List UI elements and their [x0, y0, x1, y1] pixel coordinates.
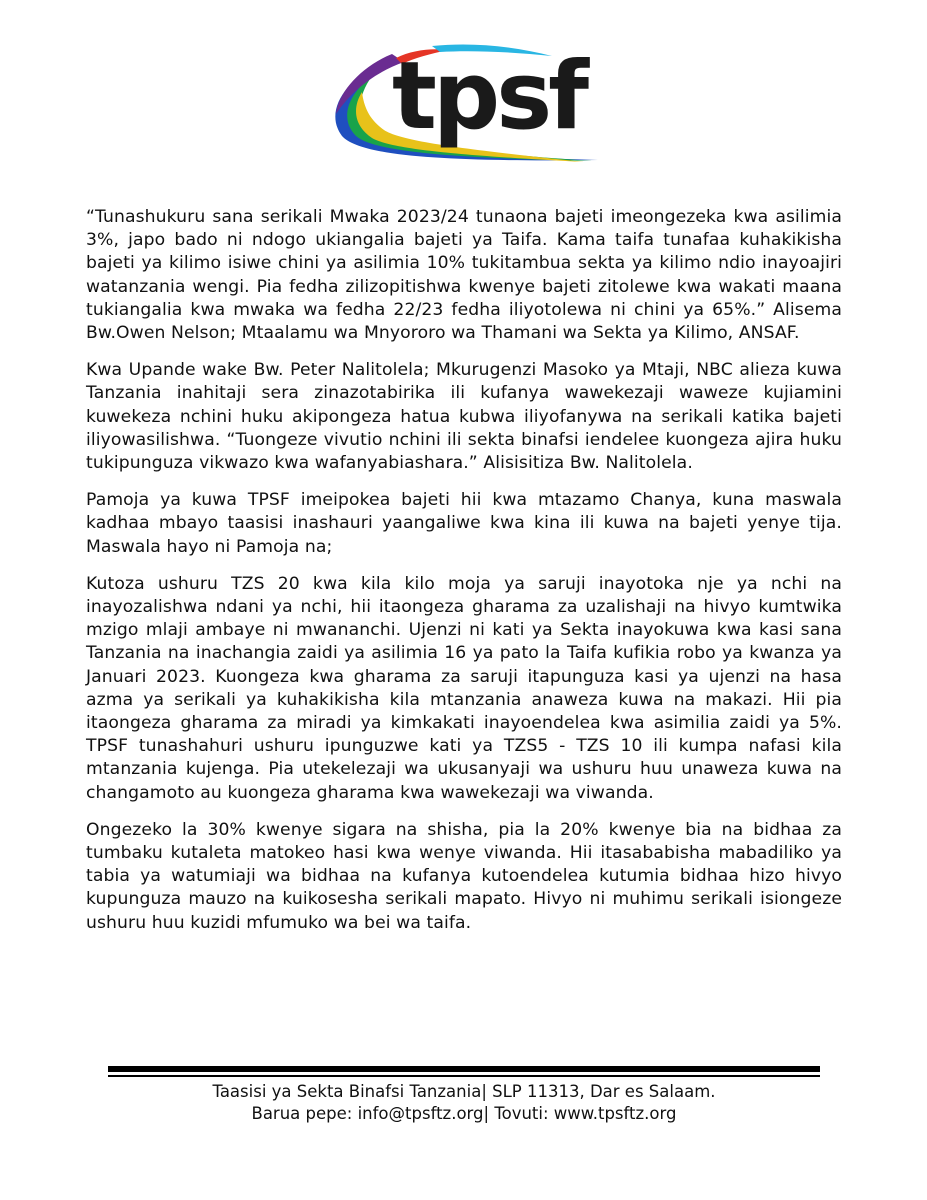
tpsf-logo-graphic: [322, 40, 612, 170]
paragraph-quote-nelson: “Tunashukuru sana serikali Mwaka 2023/24 tunaona bajeti imeongezeka kwa asilimia 3%, japo bado ni ndogo ukiangalia bajeti ya Taifa. Kama taifa tunafaa kuhakikisha bajeti ya kilimo isiwe chini ya asilimia 10% tukitambua sekta ya kilimo ndio inayoajiri watanzania wengi. Pia fedha zilizopitishwa kwenye bajeti zitolewe kwa wakati maana tukiangalia kwa mwaka wa fedha 22/23 fedha iliyotolewa ni chini ya 65%.” Alisema Bw.Owen Nelson; Mtaalamu wa Mnyororo wa Thamani wa Sekta ya Kilimo, ANSAF.: [86, 207, 842, 344]
paragraph-concerns-intro: Pamoja ya kuwa TPSF imeipokea bajeti hii kwa mtazamo Chanya, kuna maswala kadhaa mbayo taasisi inashauri yaangaliwe kwa kina ili kuwa na bajeti yenye tija. Maswala hayo ni Pamoja na;: [86, 490, 842, 557]
tpsf-logo: [322, 40, 612, 170]
paragraph-cement-levy: Kutoza ushuru TZS 20 kwa kila kilo moja ya saruji inayotoka nje ya nchi na inayozalishwa ndani ya nchi, hii itaongeza gharama za uzalishaji na hivyo kumtwika mzigo mlaji ambaye ni mwananchi. Ujenzi ni kati ya Sekta inayokuwa kwa kasi sana Tanzania na inachangia zaidi ya asilimia 16 ya pato la Taifa kufikia robo ya kwanza ya Januari 2023. Kuongeza kwa gharama za saruji itapunguza kasi ya ujenzi na hasa azma ya serikali ya kuhakikisha kila mtanzania anaweza kuwa na makazi. Hii pia itaongeza gharama za miradi ya kimkakati inayoendelea kwa asimilia zaidi ya 5%. TPSF tunashahuri ushuru ipunguzwe kati ya TZS5 - TZS 10 ili kumpa nafasi kila mtanzania kujenga. Pia utekelezaji wa ukusanyaji wa ushuru huu unaweza kuwa na changamoto au kuongeza gharama kwa wawekezaji wa viwanda.: [86, 573, 842, 803]
logo-wordmark: tpsf: [392, 42, 586, 151]
paragraph-excise-tobacco: Ongezeko la 30% kwenye sigara na shisha, pia la 20% kwenye bia na bidhaa za tumbaku kutaleta matokeo hasi kwa wenye viwanda. Hii itasababisha mabadiliko ya tabia ya watumiaji wa bidhaa na kufanya kutoendelea kutumia bidhaa hizo hivyo kupunguza mauzo na kuikosesha serikali mapato. Hivyo ni muhimu serikali isiongeze ushuru huu kuzidi mfumuko wa bei wa taifa.: [86, 819, 842, 933]
paragraph-nalitolela: Kwa Upande wake Bw. Peter Nalitolela; Mkurugenzi Masoko ya Mtaji, NBC alieza kuwa Tanzania inahitaji sera zinazotabirika ili kufanya wawekezaji waweze kujiamini kuwekeza nchini huku akipongeza hatua kubwa iliyofanywa na serikali katika bajeti iliyowasilishwa. “Tuongeze vivutio nchini ili sekta binafsi iendelee kuongeza ajira huku tukipunguza vikwazo kwa wafanyabiashara.” Alisisitiza Bw. Nalitolela.: [86, 360, 842, 474]
article-body: [86, 206, 842, 949]
footer: [108, 1081, 820, 1125]
footer-divider-thick: [108, 1066, 820, 1072]
footer-address: Taasisi ya Sekta Binafsi Tanzania| SLP 11313, Dar es Salaam.: [212, 1082, 716, 1101]
footer-divider-thin: [108, 1075, 820, 1077]
footer-contacts: Barua pepe: info@tpsftz.org| Tovuti: www.tpsftz.org: [251, 1104, 677, 1123]
